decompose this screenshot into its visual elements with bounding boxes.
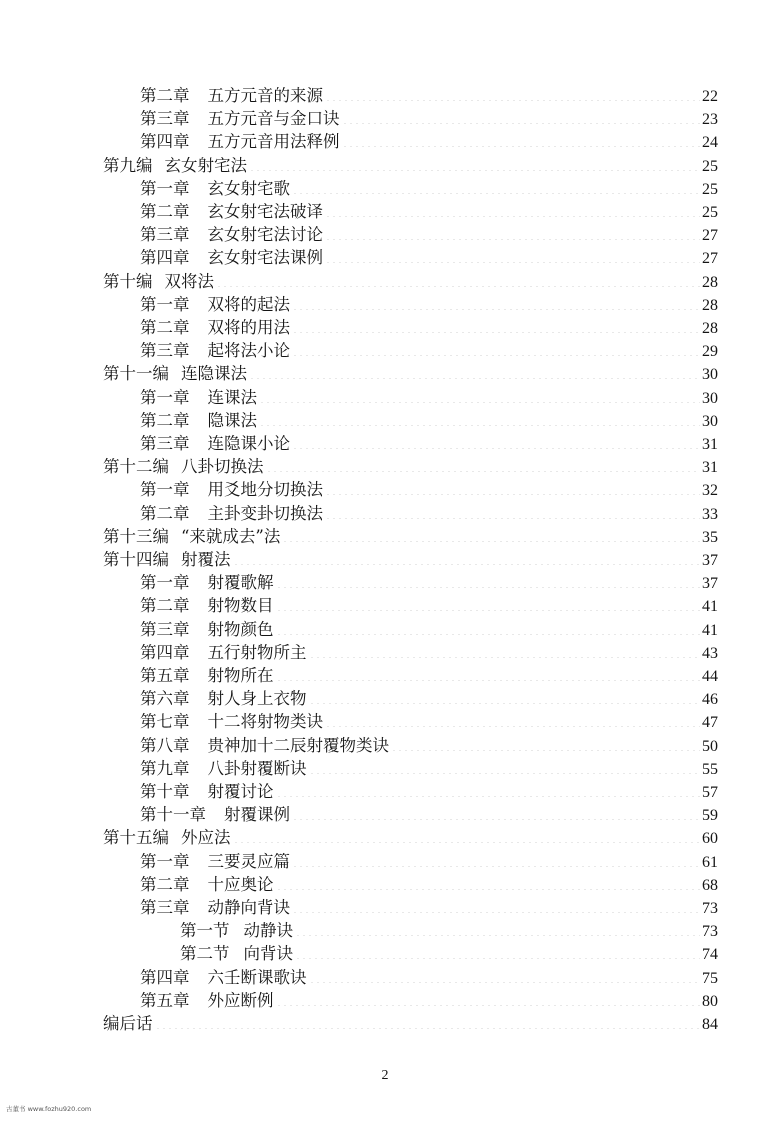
dot-leader: [325, 230, 700, 240]
toc-entry: [140, 664, 718, 688]
toc-entry: [140, 223, 718, 247]
toc-entry: [140, 896, 718, 920]
dot-leader: [259, 416, 700, 426]
dot-leader: [249, 161, 700, 171]
toc-entry: [140, 873, 718, 897]
toc-entry-title: 用爻地分切换法: [207, 480, 323, 500]
toc-entry-prefix: 第三章: [140, 898, 190, 917]
toc-entry-page: 74: [702, 946, 718, 964]
toc-entry-prefix: 第一章: [140, 851, 190, 871]
toc-entry-page: 28: [702, 320, 718, 337]
toc-entry-prefix: 第十章: [140, 782, 190, 801]
toc-entry-prefix: 第二节: [180, 944, 230, 964]
toc-entry: [140, 432, 718, 456]
toc-entry-page: 57: [702, 784, 718, 801]
toc-entry-page: 84: [702, 1016, 718, 1033]
toc-entry-label: [140, 896, 290, 920]
toc-entry-prefix: 第六章: [140, 689, 190, 709]
dot-leader: [391, 741, 700, 751]
toc-entry-label: [140, 409, 257, 433]
dot-leader: [295, 926, 700, 936]
toc-entry-prefix: 第四章: [140, 248, 190, 268]
toc-entry-page: 50: [702, 737, 718, 755]
toc-entry-prefix: 第一章: [140, 480, 190, 500]
toc-entry-title: 双将的起法: [207, 294, 290, 314]
toc-entry: [140, 571, 718, 595]
toc-entry-title: 外应断例: [207, 990, 274, 1010]
toc-entry-page: 30: [702, 389, 718, 407]
toc-entry-prefix: 第四章: [140, 642, 190, 662]
dot-leader: [276, 578, 701, 588]
toc-entry-page: 33: [702, 505, 718, 523]
toc-entry-prefix: 第三章: [140, 225, 190, 245]
dot-leader: [292, 184, 700, 194]
toc-entry-title: 射覆法: [181, 550, 231, 569]
toc-entry-prefix: 第十四编: [103, 550, 169, 569]
toc-entry-title: 五行射物所主: [207, 642, 307, 662]
toc-entry-page: 41: [702, 621, 718, 639]
toc-entry-title: 贵神加十二辰射覆物类诀: [207, 735, 389, 755]
dot-leader: [276, 671, 701, 681]
dot-leader: [309, 764, 701, 774]
toc-entry-label: [140, 107, 340, 131]
toc-entry: [140, 850, 718, 874]
toc-entry: [140, 409, 718, 433]
toc-entry-title: 射物颜色: [207, 619, 274, 639]
toc-entry-label: [140, 84, 323, 108]
dot-leader: [292, 300, 700, 310]
dot-leader: [233, 555, 701, 565]
toc-entry-prefix: 第二章: [140, 874, 190, 894]
toc-entry: [140, 478, 718, 502]
toc-entry-title: 射物所在: [207, 666, 274, 685]
toc-entry-prefix: 第四章: [140, 967, 190, 987]
toc-entry-page: 35: [702, 528, 718, 546]
toc-entry: [140, 710, 718, 734]
toc-entry-title: 向背诀: [243, 944, 293, 964]
toc-entry-page: 47: [702, 714, 718, 732]
toc-entry-page: 37: [702, 552, 718, 569]
dot-leader: [249, 369, 700, 379]
toc-entry-label: [103, 154, 247, 178]
toc-entry-title: 五方元音用法释例: [207, 132, 340, 152]
dot-leader: [325, 207, 700, 217]
toc-entry: [103, 154, 718, 178]
toc-entry-label: [140, 246, 323, 270]
toc-entry-prefix: 第九编: [103, 155, 153, 175]
toc-entry-label: [103, 525, 280, 549]
toc-entry-title: 射覆歌解: [207, 573, 274, 593]
toc-entry-label: [140, 316, 290, 340]
toc-entry-label: [140, 386, 257, 410]
toc-entry-page: 25: [702, 204, 718, 221]
toc-entry-page: 73: [702, 923, 718, 941]
dot-leader: [325, 717, 700, 727]
toc-entry-title: 八卦切换法: [181, 457, 264, 477]
toc-entry: [140, 734, 718, 758]
toc-entry: [103, 455, 718, 479]
dot-leader: [216, 277, 700, 287]
toc-entry-page: 60: [702, 830, 718, 848]
toc-entry-page: 31: [702, 459, 718, 477]
toc-entry-prefix: 第一章: [140, 294, 190, 314]
toc-entry-title: 连隐课小论: [207, 434, 290, 453]
toc-entry: [140, 339, 718, 363]
toc-entry: [140, 989, 718, 1013]
toc-entry: [140, 803, 718, 827]
dot-leader: [276, 625, 701, 635]
toc-entry-label: [140, 571, 274, 595]
toc-entry-page: 59: [702, 807, 718, 825]
toc-entry: [103, 270, 718, 294]
toc-entry-title: 玄女射宅歌: [207, 178, 290, 198]
toc-entry-page: 28: [702, 273, 718, 291]
toc-entry-page: 80: [702, 992, 718, 1010]
toc-entry-prefix: 第一节: [180, 921, 230, 941]
toc-entry-prefix: 第二章: [140, 202, 190, 221]
site-watermark: 古董书 www.fozhu920.com: [6, 1105, 92, 1113]
toc-entry-title: 动静向背诀: [207, 898, 290, 917]
toc-entry-prefix: 第十一编: [103, 364, 169, 384]
toc-entry: [140, 200, 718, 224]
toc-entry-prefix: 第十三编: [103, 526, 169, 546]
toc-entry: [103, 362, 718, 386]
toc-entry: [140, 757, 718, 781]
dot-leader: [292, 439, 700, 449]
dot-leader: [325, 91, 700, 101]
dot-leader: [259, 393, 700, 403]
toc-entry: [103, 525, 718, 549]
toc-entry: [140, 594, 718, 618]
toc-entry-label: [180, 942, 293, 966]
toc-entry-page: 27: [702, 250, 718, 268]
dot-leader: [276, 601, 701, 611]
dot-leader: [292, 810, 700, 820]
toc-entry: [140, 84, 718, 108]
dot-leader: [325, 485, 700, 495]
toc-entry-label: [140, 618, 274, 642]
dot-leader: [292, 857, 700, 867]
toc-entry-page: 31: [702, 436, 718, 453]
toc-entry-prefix: 第四章: [140, 132, 190, 152]
toc-entry-prefix: 第三章: [140, 434, 190, 453]
toc-entry-prefix: 第十一章: [140, 805, 206, 825]
toc-entry-label: [140, 223, 323, 247]
dot-leader: [276, 880, 701, 890]
dot-leader: [309, 694, 701, 704]
toc-entry-title: 外应法: [181, 828, 231, 848]
toc-entry-title: 射覆讨论: [207, 782, 274, 801]
toc-entry-page: 30: [702, 412, 718, 430]
toc-entry-title: 十二将射物类诀: [207, 712, 323, 732]
toc-entry-title: 双将法: [164, 271, 214, 291]
toc-entry-page: 55: [702, 760, 718, 778]
toc-entry: [140, 641, 718, 665]
dot-leader: [266, 462, 701, 472]
toc-entry-prefix: 第三章: [140, 619, 190, 639]
toc-entry-prefix: 第一章: [140, 573, 190, 593]
toc-entry: [103, 826, 718, 850]
toc-entry-prefix: 第九章: [140, 758, 190, 778]
dot-leader: [309, 648, 701, 658]
toc-entry-page: 75: [702, 969, 718, 987]
toc-entry-page: 68: [702, 876, 718, 894]
toc-entry-prefix: 第五章: [140, 666, 190, 685]
toc-entry-label: [140, 200, 323, 224]
toc-entry-title: 连课法: [207, 387, 257, 407]
toc-entry-label: [140, 989, 274, 1013]
toc-entry-title: 玄女射宅法讨论: [207, 225, 323, 245]
dot-leader: [292, 903, 700, 913]
toc-entry-title: 玄女射宅法: [164, 155, 247, 175]
toc-entry-title: “来就成去”法: [181, 526, 281, 546]
toc-entry-title: 动静诀: [243, 921, 293, 941]
toc-entry-prefix: 第二章: [140, 410, 190, 430]
toc-entry: [140, 130, 718, 154]
toc-entry-page: 44: [702, 668, 718, 685]
toc-entry-title: 八卦射覆断诀: [207, 758, 307, 778]
toc-entry-label: [140, 130, 340, 154]
toc-entry-label: [140, 734, 389, 758]
toc-entry-prefix: 第三章: [140, 109, 190, 129]
toc-entry-page: 30: [702, 366, 718, 384]
toc-entry: [140, 780, 718, 804]
toc-entry: [140, 966, 718, 990]
toc-entry-prefix: 第三章: [140, 341, 190, 361]
dot-leader: [155, 1019, 701, 1029]
toc-entry: [180, 919, 718, 943]
toc-entry-label: [140, 757, 307, 781]
toc-entry-label: [180, 919, 293, 943]
toc-entry-page: 24: [702, 134, 718, 152]
dot-leader: [282, 532, 700, 542]
toc-entry-label: [140, 850, 290, 874]
toc-entry-prefix: 第一章: [140, 178, 190, 198]
toc-entry-title: 玄女射宅法课例: [207, 248, 323, 268]
toc-entry-prefix: 第十五编: [103, 828, 169, 848]
page-number: 2: [381, 1068, 389, 1083]
toc-entry-title: 六壬断课歌诀: [207, 967, 307, 987]
toc-entry-title: 主卦变卦切换法: [207, 503, 323, 523]
toc-entry: [180, 942, 718, 966]
toc-entry-page: 37: [702, 575, 718, 593]
toc-entry-title: 三要灵应篇: [207, 851, 290, 871]
toc-entry: [140, 177, 718, 201]
toc-entry-page: 41: [702, 598, 718, 616]
toc-entry-title: 射物数目: [207, 596, 274, 616]
toc-entry-title: 隐课法: [207, 410, 257, 430]
toc-entry-prefix: 第五章: [140, 990, 190, 1010]
toc-entry: [140, 386, 718, 410]
toc-entry-title: 玄女射宅法破译: [207, 202, 323, 221]
toc-entry-prefix: 第二章: [140, 318, 190, 337]
toc-entry-page: 23: [702, 111, 718, 129]
toc-entry-prefix: 编后话: [103, 1014, 153, 1033]
toc-entry-label: [140, 687, 307, 711]
toc-entry-prefix: 第十二编: [103, 457, 169, 477]
toc-entry-prefix: 第七章: [140, 712, 190, 732]
toc-entry-prefix: 第二章: [140, 503, 190, 523]
toc-entry: [140, 316, 718, 340]
toc-entry-prefix: 第二章: [140, 596, 190, 616]
toc-entry-page: 22: [702, 88, 718, 105]
dot-leader: [292, 323, 700, 333]
toc-entry-label: [103, 826, 231, 850]
toc-entry-page: 25: [702, 157, 718, 175]
dot-leader: [342, 137, 701, 147]
dot-leader: [295, 949, 700, 959]
dot-leader: [342, 114, 701, 124]
toc-entry-label: [140, 177, 290, 201]
toc-entry-page: 43: [702, 644, 718, 662]
toc-entry-page: 29: [702, 343, 718, 361]
toc-entry-label: [103, 270, 214, 294]
toc-entry: [140, 293, 718, 317]
toc-entry-label: [140, 594, 274, 618]
toc-entry-label: [140, 710, 323, 734]
toc-entry-prefix: 第十编: [103, 271, 153, 291]
toc-entry-title: 五方元音与金口诀: [207, 109, 340, 129]
dot-leader: [276, 787, 701, 797]
toc-entry-title: 双将的用法: [207, 318, 290, 337]
toc-entry-label: [140, 502, 323, 526]
toc-entry-label: [140, 966, 307, 990]
toc-entry-prefix: 第八章: [140, 735, 190, 755]
toc-entry: [103, 548, 718, 572]
toc-entry-label: [140, 873, 274, 897]
toc-entry: [140, 502, 718, 526]
toc-entry-label: [103, 362, 247, 386]
toc-entry-prefix: 第一章: [140, 387, 190, 407]
toc-entry: [140, 246, 718, 270]
toc-entry-page: 73: [702, 900, 718, 917]
toc-entry-title: 连隐课法: [181, 364, 247, 384]
toc-entry-label: [140, 803, 290, 827]
toc-entry-label: [103, 1012, 153, 1036]
toc-entry-prefix: 第二章: [140, 86, 190, 105]
dot-leader: [309, 973, 701, 983]
toc-entry-title: 五方元音的来源: [207, 86, 323, 105]
toc-entry: [140, 107, 718, 131]
toc-entry: [140, 618, 718, 642]
toc-entry-label: [103, 455, 264, 479]
dot-leader: [276, 996, 701, 1006]
toc-entry-label: [140, 339, 290, 363]
toc-entry-title: 射覆课例: [224, 805, 290, 825]
toc-entry-page: 27: [702, 227, 718, 245]
toc-entry-title: 射人身上衣物: [207, 689, 307, 709]
toc-entry-label: [140, 432, 290, 456]
toc-entry-label: [140, 293, 290, 317]
toc-entry-label: [140, 641, 307, 665]
toc-entry-label: [140, 664, 274, 688]
toc-entry-title: 起将法小论: [207, 341, 290, 361]
toc-entry-label: [140, 780, 274, 804]
dot-leader: [292, 346, 700, 356]
toc-entry-page: 61: [702, 853, 718, 871]
dot-leader: [325, 509, 700, 519]
toc-entry-page: 32: [702, 482, 718, 500]
toc-entry-title: 十应奥论: [207, 874, 274, 894]
toc-entry-label: [140, 478, 323, 502]
dot-leader: [325, 253, 700, 263]
toc-entry-page: 28: [702, 296, 718, 314]
toc-entry-page: 25: [702, 180, 718, 198]
dot-leader: [233, 833, 701, 843]
toc-entry: [103, 1012, 718, 1036]
toc-entry-label: [103, 548, 231, 572]
toc-entry-page: 46: [702, 691, 718, 709]
toc-entry: [140, 687, 718, 711]
